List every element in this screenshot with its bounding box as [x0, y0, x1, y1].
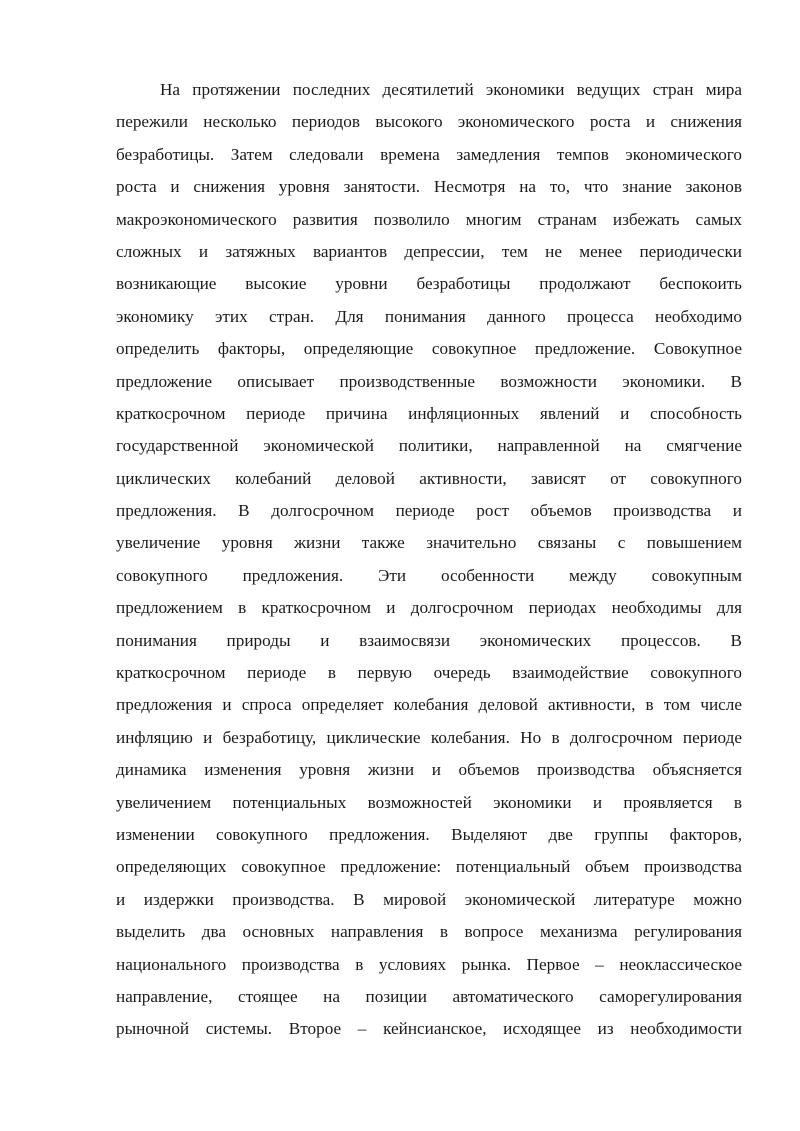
paragraph-line: рыночной системы. Второе – кейнсианское, исходящее из необходимости — [116, 1019, 742, 1039]
paragraph-line: роста и снижения уровня занятости. Несмотря на то, что знание законов — [116, 177, 742, 197]
paragraph-line: краткосрочном периоде в первую очередь взаимодействие совокупного — [116, 663, 742, 683]
paragraph-line: совокупного предложения. Эти особенности между совокупным — [116, 565, 742, 585]
paragraph-line: предложения. В долгосрочном периоде рост объемов производства и — [116, 501, 742, 521]
paragraph-line: безработицы. Затем следовали времена замедления темпов экономического — [116, 144, 742, 164]
paragraph-line: увеличение уровня жизни также значительно связаны с повышением — [116, 533, 742, 553]
paragraph-line: экономику этих стран. Для понимания данного процесса необходимо — [116, 306, 742, 326]
paragraph-line: государственной экономической политики, направленной на смягчение — [116, 436, 742, 456]
paragraph-line: изменении совокупного предложения. Выделяют две группы факторов, — [116, 824, 742, 844]
paragraph-line: предложение описывает производственные возможности экономики. В — [116, 371, 742, 391]
paragraph-line: предложения и спроса определяет колебания деловой активности, в том числе — [116, 695, 742, 715]
paragraph-line: сложных и затяжных вариантов депрессии, тем не менее периодически — [116, 241, 742, 261]
paragraph-line: выделить два основных направления в вопросе механизма регулирования — [116, 922, 742, 942]
paragraph-line: национального производства в условиях рынка. Первое – неоклассическое — [116, 954, 742, 974]
paragraph-line: определяющих совокупное предложение: потенциальный объем производства — [116, 857, 742, 877]
paragraph-line: увеличением потенциальных возможностей экономики и проявляется в — [116, 792, 742, 812]
paragraph-line: предложением в краткосрочном и долгосрочном периодах необходимы для — [116, 598, 742, 618]
paragraph-line: пережили несколько периодов высокого экономического роста и снижения — [116, 112, 742, 132]
paragraph-line: направление, стоящее на позиции автоматического саморегулирования — [116, 986, 742, 1006]
paragraph-line: возникающие высокие уровни безработицы продолжают беспокоить — [116, 274, 742, 294]
paragraph-line: циклических колебаний деловой активности, зависят от совокупного — [116, 468, 742, 488]
body-paragraph — [116, 74, 742, 1046]
paragraph-line: На протяжении последних десятилетий экономики ведущих стран мира — [160, 80, 742, 99]
paragraph-line: динамика изменения уровня жизни и объемов производства объясняется — [116, 760, 742, 780]
paragraph-line: понимания природы и взаимосвязи экономических процессов. В — [116, 630, 742, 650]
paragraph-line: определить факторы, определяющие совокупное предложение. Совокупное — [116, 339, 742, 359]
paragraph-line: и издержки производства. В мировой экономической литературе можно — [116, 889, 742, 909]
paragraph-line: краткосрочном периоде причина инфляционных явлений и способность — [116, 403, 742, 423]
paragraph-line: инфляцию и безработицу, циклические колебания. Но в долгосрочном периоде — [116, 727, 742, 747]
paragraph-line: макроэкономического развития позволило многим странам избежать самых — [116, 209, 742, 229]
